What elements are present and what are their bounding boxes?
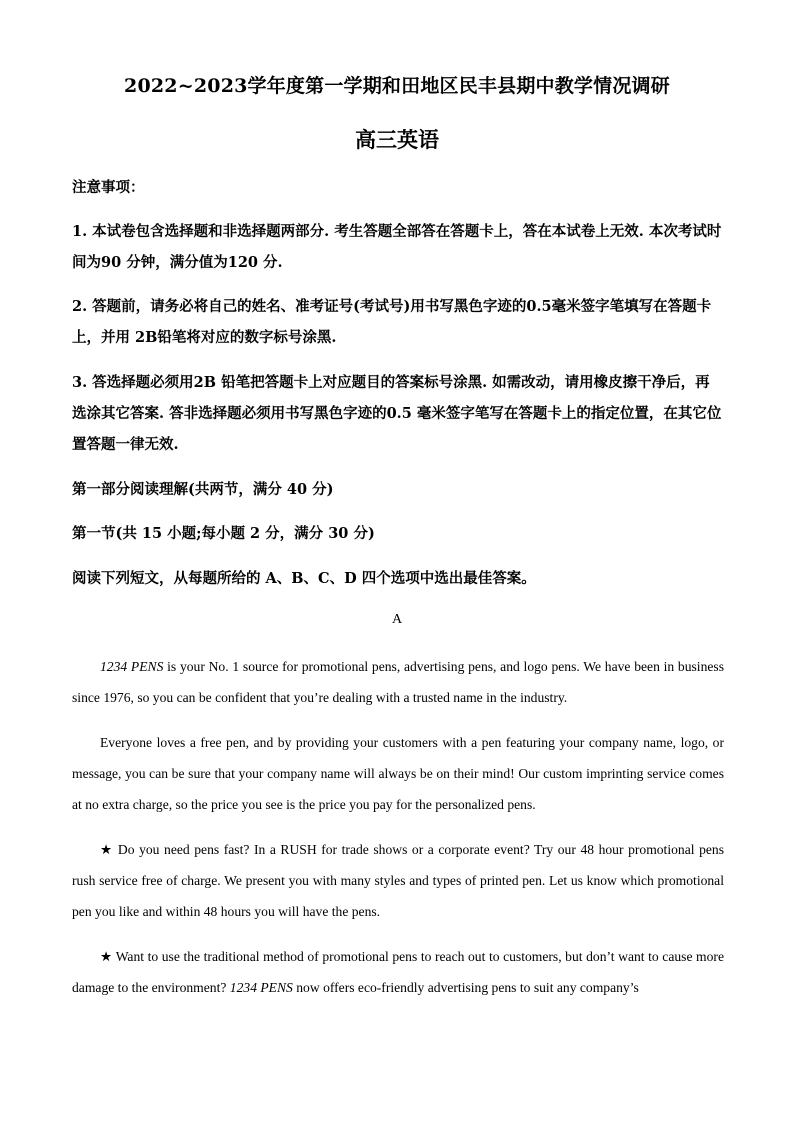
notes-heading: 注意事项： bbox=[72, 179, 145, 196]
exam-subtitle: 高三英语 bbox=[355, 127, 439, 152]
brand-name: 1234 PENS bbox=[229, 980, 293, 995]
passage-paragraph-1: 1234 PENS is your No. 1 source for promotional pens, advertising pens, and logo pens. We have been in business since 1976, so you can be confident that you’re dealing with a trusted name in the industry. bbox=[72, 659, 724, 705]
note-item-3: 3. 答选择题必须用2B 铅笔把答题卡上对应题目的答案标号涂黑. 如需改动，请用橡皮擦干净后，再选涂其它答案. 答非选择题必须用书写黑色字迹的0.5 毫米签字笔写在答题卡上的指定位置，在其它位置答题一律无效. bbox=[72, 374, 722, 453]
exam-title: 2022~2023学年度第一学期和田地区民丰县期中教学情况调研 bbox=[124, 75, 670, 97]
note-item-2: 2. 答题前，请务必将自己的姓名、准考证号(考试号)用书写黑色字迹的0.5毫米签字笔填写在答题卡上，并用 2B铅笔将对应的数字标号涂黑. bbox=[72, 298, 712, 346]
passage-letter: A bbox=[391, 612, 403, 627]
passage-paragraph-3: ★ Do you need pens fast? In a RUSH for trade shows or a corporate event? Try our 48 hour promotional pens rush service free of charge. We present you with many styles and types of printed pen. Let us know which promotional pen you like and within 48 hours you will have the pens. bbox=[72, 842, 724, 919]
section-heading: 第一节(共 15 小题;每小题 2 分，满分 30 分) bbox=[72, 525, 375, 542]
passage-paragraph-2: Everyone loves a free pen, and by providing your customers with a pen featuring your company name, logo, or message, you can be sure that your company name will always be on their mind! Our custom imprinting service comes at no extra charge, so the price you see is the price you pay for the personalized pens. bbox=[72, 735, 724, 812]
instruction-text: 阅读下列短文，从每题所给的 A、B、C、D 四个选项中选出最佳答案。 bbox=[72, 570, 536, 587]
note-item-1: 1. 本试卷包含选择题和非选择题两部分. 考生答题全部答在答题卡上，答在本试卷上无效. 本次考试时间为90 分钟，满分值为120 分. bbox=[72, 223, 722, 271]
brand-name: 1234 PENS bbox=[100, 659, 164, 674]
passage-paragraph-4: ★ Want to use the traditional method of promotional pens to reach out to customers, but don’t want to cause more damage to the environment? 1234 PENS now offers eco-friendly advertising pens to suit any company’s bbox=[72, 949, 724, 995]
part-heading: 第一部分阅读理解(共两节，满分 40 分) bbox=[72, 481, 334, 498]
